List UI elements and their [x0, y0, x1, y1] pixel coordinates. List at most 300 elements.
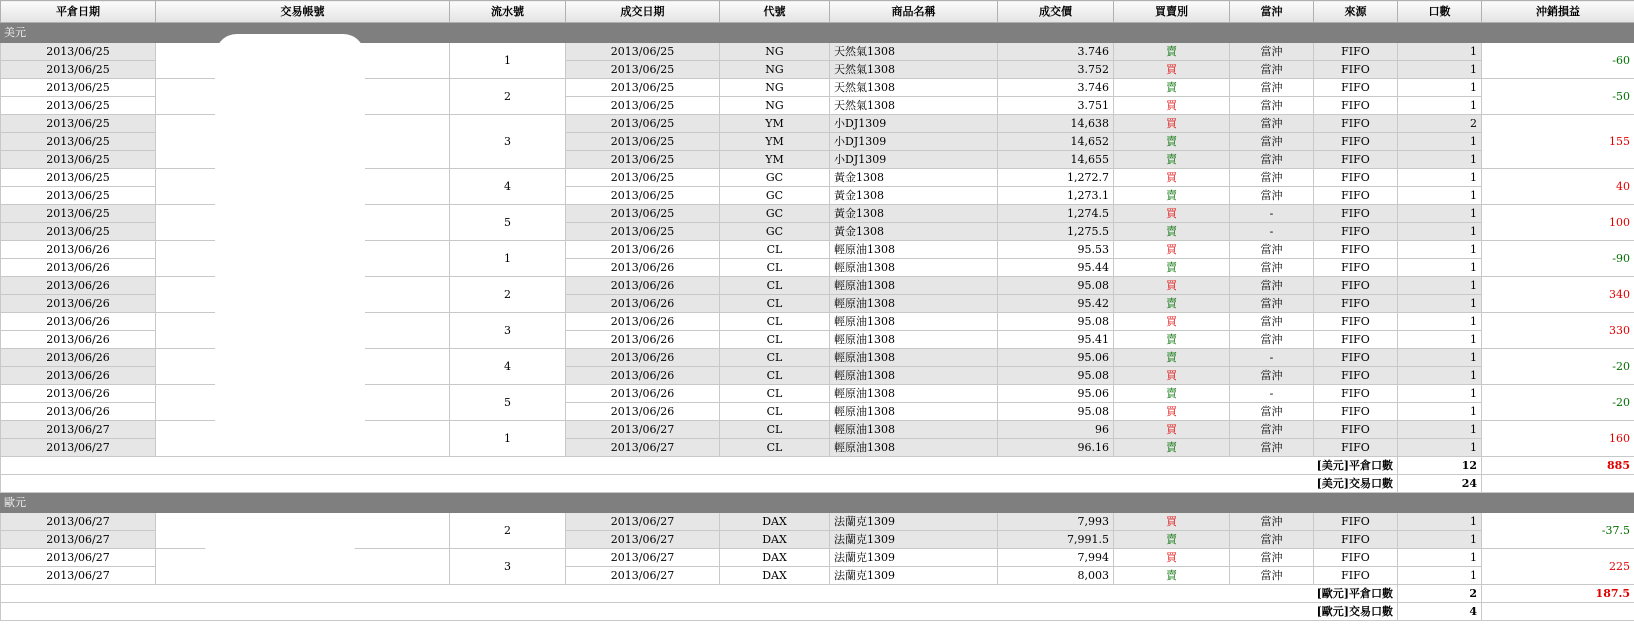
- side-cell: 買: [1114, 115, 1230, 133]
- table-row[interactable]: [1, 115, 1634, 133]
- source-cell: FIFO: [1314, 133, 1398, 151]
- close-date-cell: 2013/06/25: [1, 133, 156, 151]
- lots-cell: 1: [1398, 223, 1482, 241]
- table-row[interactable]: [1, 43, 1634, 61]
- lots-cell: 1: [1398, 169, 1482, 187]
- seq-cell: 5: [450, 205, 566, 241]
- table-row[interactable]: [1, 169, 1634, 187]
- summary-label: [歐元]交易口數: [1, 603, 1398, 621]
- side-cell: 賣: [1114, 531, 1230, 549]
- trade-date-cell: 2013/06/25: [566, 151, 720, 169]
- product-cell: 輕原油1308: [830, 349, 998, 367]
- code-cell: CL: [720, 295, 830, 313]
- product-cell: 黃金1308: [830, 169, 998, 187]
- close-date-cell: 2013/06/27: [1, 513, 156, 531]
- lots-cell: 1: [1398, 151, 1482, 169]
- table-row[interactable]: [1, 277, 1634, 295]
- col-side-header[interactable]: 買賣別: [1114, 1, 1230, 23]
- currency-group-row: [1, 23, 1634, 43]
- daytrade-cell: -: [1230, 205, 1314, 223]
- summary-lots: 24: [1398, 475, 1482, 493]
- pl-cell: 340: [1482, 277, 1634, 313]
- lots-cell: 1: [1398, 549, 1482, 567]
- summary-label: [美元]交易口數: [1, 475, 1398, 493]
- trade-date-cell: 2013/06/26: [566, 313, 720, 331]
- side-cell: 買: [1114, 421, 1230, 439]
- trade-date-cell: 2013/06/26: [566, 367, 720, 385]
- pl-cell: 40: [1482, 169, 1634, 205]
- daytrade-cell: 當沖: [1230, 61, 1314, 79]
- currency-group-label: 美元: [1, 23, 1634, 43]
- product-cell: 法蘭克1309: [830, 567, 998, 585]
- close-date-cell: 2013/06/27: [1, 531, 156, 549]
- close-date-cell: 2013/06/25: [1, 169, 156, 187]
- code-cell: CL: [720, 241, 830, 259]
- side-cell: 賣: [1114, 349, 1230, 367]
- account-cell: [156, 43, 450, 79]
- code-cell: DAX: [720, 567, 830, 585]
- pl-cell: -60: [1482, 43, 1634, 79]
- code-cell: CL: [720, 331, 830, 349]
- side-cell: 賣: [1114, 331, 1230, 349]
- lots-cell: 1: [1398, 61, 1482, 79]
- code-cell: GC: [720, 223, 830, 241]
- side-cell: 賣: [1114, 259, 1230, 277]
- daytrade-cell: 當沖: [1230, 439, 1314, 457]
- source-cell: FIFO: [1314, 439, 1398, 457]
- trade-date-cell: 2013/06/27: [566, 531, 720, 549]
- price-cell: 95.08: [998, 367, 1114, 385]
- price-cell: 95.06: [998, 385, 1114, 403]
- price-cell: 3.751: [998, 97, 1114, 115]
- daytrade-cell: 當沖: [1230, 313, 1314, 331]
- close-date-cell: 2013/06/27: [1, 439, 156, 457]
- product-cell: 法蘭克1309: [830, 513, 998, 531]
- side-cell: 買: [1114, 367, 1230, 385]
- price-cell: 95.08: [998, 313, 1114, 331]
- trade-date-cell: 2013/06/25: [566, 79, 720, 97]
- daytrade-cell: -: [1230, 349, 1314, 367]
- price-cell: 95.42: [998, 295, 1114, 313]
- col-code-header[interactable]: 代號: [720, 1, 830, 23]
- close-date-cell: 2013/06/26: [1, 277, 156, 295]
- col-lots-header[interactable]: 口數: [1398, 1, 1482, 23]
- lots-cell: 1: [1398, 331, 1482, 349]
- source-cell: FIFO: [1314, 277, 1398, 295]
- table-row[interactable]: [1, 79, 1634, 97]
- daytrade-cell: 當沖: [1230, 403, 1314, 421]
- table-row[interactable]: [1, 205, 1634, 223]
- product-cell: 輕原油1308: [830, 259, 998, 277]
- code-cell: NG: [720, 79, 830, 97]
- daytrade-cell: 當沖: [1230, 531, 1314, 549]
- account-cell: [156, 277, 450, 313]
- price-cell: 3.752: [998, 61, 1114, 79]
- lots-cell: 1: [1398, 513, 1482, 531]
- product-cell: 黃金1308: [830, 205, 998, 223]
- close-date-cell: 2013/06/26: [1, 385, 156, 403]
- lots-cell: 1: [1398, 187, 1482, 205]
- price-cell: 14,652: [998, 133, 1114, 151]
- code-cell: CL: [720, 367, 830, 385]
- close-date-cell: 2013/06/27: [1, 421, 156, 439]
- price-cell: 3.746: [998, 79, 1114, 97]
- close-date-cell: 2013/06/25: [1, 79, 156, 97]
- side-cell: 買: [1114, 277, 1230, 295]
- daytrade-cell: 當沖: [1230, 169, 1314, 187]
- col-close-date-header[interactable]: 平倉日期: [1, 1, 156, 23]
- close-date-cell: 2013/06/25: [1, 205, 156, 223]
- daytrade-cell: 當沖: [1230, 79, 1314, 97]
- product-cell: 天然氣1308: [830, 43, 998, 61]
- trade-date-cell: 2013/06/26: [566, 385, 720, 403]
- price-cell: 7,991.5: [998, 531, 1114, 549]
- code-cell: CL: [720, 439, 830, 457]
- trade-date-cell: 2013/06/26: [566, 241, 720, 259]
- trade-date-cell: 2013/06/25: [566, 187, 720, 205]
- trade-date-cell: 2013/06/25: [566, 61, 720, 79]
- seq-cell: 1: [450, 421, 566, 457]
- close-date-cell: 2013/06/26: [1, 241, 156, 259]
- side-cell: 賣: [1114, 223, 1230, 241]
- source-cell: FIFO: [1314, 61, 1398, 79]
- close-date-cell: 2013/06/25: [1, 97, 156, 115]
- lots-cell: 1: [1398, 295, 1482, 313]
- source-cell: FIFO: [1314, 403, 1398, 421]
- trade-date-cell: 2013/06/26: [566, 331, 720, 349]
- side-cell: 賣: [1114, 79, 1230, 97]
- trade-date-cell: 2013/06/27: [566, 421, 720, 439]
- price-cell: 96: [998, 421, 1114, 439]
- close-date-cell: 2013/06/26: [1, 403, 156, 421]
- close-date-cell: 2013/06/25: [1, 43, 156, 61]
- code-cell: YM: [720, 115, 830, 133]
- price-cell: 95.06: [998, 349, 1114, 367]
- pl-cell: -50: [1482, 79, 1634, 115]
- seq-cell: 4: [450, 169, 566, 205]
- daytrade-cell: 當沖: [1230, 259, 1314, 277]
- col-pl-header[interactable]: 沖銷損益: [1482, 1, 1634, 23]
- product-cell: 輕原油1308: [830, 367, 998, 385]
- seq-cell: 3: [450, 549, 566, 585]
- trade-date-cell: 2013/06/26: [566, 295, 720, 313]
- pl-cell: -20: [1482, 385, 1634, 421]
- daytrade-cell: 當沖: [1230, 187, 1314, 205]
- trade-date-cell: 2013/06/25: [566, 115, 720, 133]
- close-date-cell: 2013/06/25: [1, 115, 156, 133]
- price-cell: 7,994: [998, 549, 1114, 567]
- code-cell: NG: [720, 43, 830, 61]
- source-cell: FIFO: [1314, 513, 1398, 531]
- seq-cell: 4: [450, 349, 566, 385]
- product-cell: 小DJ1309: [830, 115, 998, 133]
- price-cell: 95.41: [998, 331, 1114, 349]
- daytrade-cell: 當沖: [1230, 241, 1314, 259]
- seq-cell: 2: [450, 277, 566, 313]
- lots-cell: 1: [1398, 367, 1482, 385]
- code-cell: CL: [720, 421, 830, 439]
- account-cell: [156, 513, 450, 549]
- side-cell: 賣: [1114, 295, 1230, 313]
- table-row[interactable]: [1, 349, 1634, 367]
- trade-date-cell: 2013/06/27: [566, 549, 720, 567]
- lots-cell: 1: [1398, 531, 1482, 549]
- pl-cell: -37.5: [1482, 513, 1634, 549]
- trade-date-cell: 2013/06/26: [566, 277, 720, 295]
- trade-date-cell: 2013/06/25: [566, 97, 720, 115]
- source-cell: FIFO: [1314, 385, 1398, 403]
- side-cell: 賣: [1114, 151, 1230, 169]
- side-cell: 買: [1114, 513, 1230, 531]
- daytrade-cell: -: [1230, 385, 1314, 403]
- daytrade-cell: 當沖: [1230, 43, 1314, 61]
- source-cell: FIFO: [1314, 79, 1398, 97]
- code-cell: GC: [720, 187, 830, 205]
- close-date-cell: 2013/06/27: [1, 549, 156, 567]
- side-cell: 買: [1114, 205, 1230, 223]
- product-cell: 天然氣1308: [830, 61, 998, 79]
- price-cell: 1,274.5: [998, 205, 1114, 223]
- price-cell: 1,273.1: [998, 187, 1114, 205]
- daytrade-cell: 當沖: [1230, 97, 1314, 115]
- account-cell: [156, 421, 450, 457]
- summary-label: [美元]平倉口數: [1, 457, 1398, 475]
- daytrade-cell: 當沖: [1230, 295, 1314, 313]
- close-date-cell: 2013/06/26: [1, 331, 156, 349]
- daytrade-cell: 當沖: [1230, 277, 1314, 295]
- summary-row: [1, 585, 1634, 603]
- table-row[interactable]: [1, 313, 1634, 331]
- daytrade-cell: 當沖: [1230, 567, 1314, 585]
- seq-cell: 1: [450, 43, 566, 79]
- account-cell: [156, 115, 450, 169]
- table-row[interactable]: [1, 385, 1634, 403]
- lots-cell: 1: [1398, 259, 1482, 277]
- lots-cell: 1: [1398, 205, 1482, 223]
- code-cell: NG: [720, 97, 830, 115]
- close-date-cell: 2013/06/26: [1, 367, 156, 385]
- source-cell: FIFO: [1314, 43, 1398, 61]
- code-cell: CL: [720, 313, 830, 331]
- seq-cell: 5: [450, 385, 566, 421]
- lots-cell: 1: [1398, 421, 1482, 439]
- daytrade-cell: 當沖: [1230, 115, 1314, 133]
- source-cell: FIFO: [1314, 367, 1398, 385]
- daytrade-cell: 當沖: [1230, 133, 1314, 151]
- summary-pl: 885: [1482, 457, 1634, 475]
- summary-pl: [1482, 475, 1634, 493]
- trade-date-cell: 2013/06/25: [566, 169, 720, 187]
- account-cell: [156, 241, 450, 277]
- source-cell: FIFO: [1314, 151, 1398, 169]
- lots-cell: 1: [1398, 403, 1482, 421]
- trade-date-cell: 2013/06/26: [566, 259, 720, 277]
- product-cell: 小DJ1309: [830, 151, 998, 169]
- pl-cell: 155: [1482, 115, 1634, 169]
- seq-cell: 2: [450, 513, 566, 549]
- lots-cell: 1: [1398, 277, 1482, 295]
- pl-cell: -20: [1482, 349, 1634, 385]
- product-cell: 小DJ1309: [830, 133, 998, 151]
- close-date-cell: 2013/06/27: [1, 567, 156, 585]
- lots-cell: 1: [1398, 79, 1482, 97]
- source-cell: FIFO: [1314, 295, 1398, 313]
- side-cell: 買: [1114, 549, 1230, 567]
- lots-cell: 1: [1398, 567, 1482, 585]
- product-cell: 黃金1308: [830, 223, 998, 241]
- col-source-header[interactable]: 來源: [1314, 1, 1398, 23]
- close-date-cell: 2013/06/25: [1, 223, 156, 241]
- summary-lots: 12: [1398, 457, 1482, 475]
- col-daytrade-header[interactable]: 當沖: [1230, 1, 1314, 23]
- price-cell: 95.44: [998, 259, 1114, 277]
- source-cell: FIFO: [1314, 205, 1398, 223]
- table-row[interactable]: [1, 421, 1634, 439]
- side-cell: 買: [1114, 313, 1230, 331]
- side-cell: 賣: [1114, 187, 1230, 205]
- source-cell: FIFO: [1314, 331, 1398, 349]
- trade-date-cell: 2013/06/27: [566, 567, 720, 585]
- seq-cell: 3: [450, 115, 566, 169]
- seq-cell: 3: [450, 313, 566, 349]
- code-cell: CL: [720, 349, 830, 367]
- daytrade-cell: 當沖: [1230, 367, 1314, 385]
- source-cell: FIFO: [1314, 223, 1398, 241]
- table-row[interactable]: [1, 549, 1634, 567]
- account-cell: [156, 549, 450, 585]
- trade-date-cell: 2013/06/25: [566, 133, 720, 151]
- table-body: [1, 23, 1634, 621]
- daytrade-cell: 當沖: [1230, 421, 1314, 439]
- account-cell: [156, 349, 450, 385]
- close-date-cell: 2013/06/26: [1, 295, 156, 313]
- code-cell: YM: [720, 151, 830, 169]
- product-cell: 輕原油1308: [830, 295, 998, 313]
- col-seq-header[interactable]: 流水號: [450, 1, 566, 23]
- pl-cell: 160: [1482, 421, 1634, 457]
- lots-cell: 1: [1398, 313, 1482, 331]
- close-date-cell: 2013/06/26: [1, 349, 156, 367]
- close-date-cell: 2013/06/25: [1, 151, 156, 169]
- lots-cell: 1: [1398, 439, 1482, 457]
- price-cell: 14,655: [998, 151, 1114, 169]
- price-cell: 8,003: [998, 567, 1114, 585]
- lots-cell: 2: [1398, 115, 1482, 133]
- price-cell: 7,993: [998, 513, 1114, 531]
- product-cell: 輕原油1308: [830, 439, 998, 457]
- source-cell: FIFO: [1314, 349, 1398, 367]
- code-cell: DAX: [720, 549, 830, 567]
- trade-date-cell: 2013/06/27: [566, 439, 720, 457]
- daytrade-cell: 當沖: [1230, 549, 1314, 567]
- table-row[interactable]: [1, 513, 1634, 531]
- summary-row: [1, 475, 1634, 493]
- product-cell: 輕原油1308: [830, 313, 998, 331]
- side-cell: 賣: [1114, 133, 1230, 151]
- seq-cell: 1: [450, 241, 566, 277]
- source-cell: FIFO: [1314, 169, 1398, 187]
- daytrade-cell: 當沖: [1230, 331, 1314, 349]
- col-product-header[interactable]: 商品名稱: [830, 1, 998, 23]
- side-cell: 買: [1114, 241, 1230, 259]
- summary-pl: [1482, 603, 1634, 621]
- code-cell: GC: [720, 169, 830, 187]
- product-cell: 輕原油1308: [830, 277, 998, 295]
- account-cell: [156, 385, 450, 421]
- pl-cell: -90: [1482, 241, 1634, 277]
- code-cell: CL: [720, 385, 830, 403]
- lots-cell: 1: [1398, 97, 1482, 115]
- price-cell: 1,275.5: [998, 223, 1114, 241]
- summary-row: [1, 603, 1634, 621]
- account-cell: [156, 313, 450, 349]
- lots-cell: 1: [1398, 133, 1482, 151]
- code-cell: NG: [720, 61, 830, 79]
- daytrade-cell: 當沖: [1230, 513, 1314, 531]
- close-date-cell: 2013/06/25: [1, 187, 156, 205]
- trade-date-cell: 2013/06/25: [566, 43, 720, 61]
- source-cell: FIFO: [1314, 567, 1398, 585]
- code-cell: CL: [720, 259, 830, 277]
- source-cell: FIFO: [1314, 187, 1398, 205]
- price-cell: 3.746: [998, 43, 1114, 61]
- lots-cell: 1: [1398, 385, 1482, 403]
- price-cell: 96.16: [998, 439, 1114, 457]
- daytrade-cell: -: [1230, 223, 1314, 241]
- side-cell: 買: [1114, 403, 1230, 421]
- currency-group-row: [1, 493, 1634, 513]
- product-cell: 輕原油1308: [830, 403, 998, 421]
- col-trade-date-header[interactable]: 成交日期: [566, 1, 720, 23]
- product-cell: 輕原油1308: [830, 385, 998, 403]
- product-cell: 輕原油1308: [830, 331, 998, 349]
- summary-row: [1, 457, 1634, 475]
- product-cell: 黃金1308: [830, 187, 998, 205]
- trade-date-cell: 2013/06/25: [566, 223, 720, 241]
- pl-cell: 225: [1482, 549, 1634, 585]
- side-cell: 賣: [1114, 567, 1230, 585]
- code-cell: CL: [720, 403, 830, 421]
- code-cell: GC: [720, 205, 830, 223]
- product-cell: 天然氣1308: [830, 97, 998, 115]
- lots-cell: 1: [1398, 43, 1482, 61]
- product-cell: 天然氣1308: [830, 79, 998, 97]
- source-cell: FIFO: [1314, 421, 1398, 439]
- source-cell: FIFO: [1314, 549, 1398, 567]
- source-cell: FIFO: [1314, 531, 1398, 549]
- col-account-header[interactable]: 交易帳號: [156, 1, 450, 23]
- pl-cell: 330: [1482, 313, 1634, 349]
- col-price-header[interactable]: 成交價: [998, 1, 1114, 23]
- side-cell: 賣: [1114, 439, 1230, 457]
- trade-date-cell: 2013/06/25: [566, 205, 720, 223]
- price-cell: 1,272.7: [998, 169, 1114, 187]
- product-cell: 輕原油1308: [830, 421, 998, 439]
- side-cell: 買: [1114, 97, 1230, 115]
- close-date-cell: 2013/06/26: [1, 313, 156, 331]
- lots-cell: 1: [1398, 241, 1482, 259]
- table-row[interactable]: [1, 241, 1634, 259]
- account-cell: [156, 79, 450, 115]
- product-cell: 輕原油1308: [830, 241, 998, 259]
- trade-date-cell: 2013/06/27: [566, 513, 720, 531]
- source-cell: FIFO: [1314, 313, 1398, 331]
- price-cell: 95.53: [998, 241, 1114, 259]
- header-row: [1, 1, 1634, 23]
- close-date-cell: 2013/06/26: [1, 259, 156, 277]
- summary-lots: 2: [1398, 585, 1482, 603]
- trade-date-cell: 2013/06/26: [566, 403, 720, 421]
